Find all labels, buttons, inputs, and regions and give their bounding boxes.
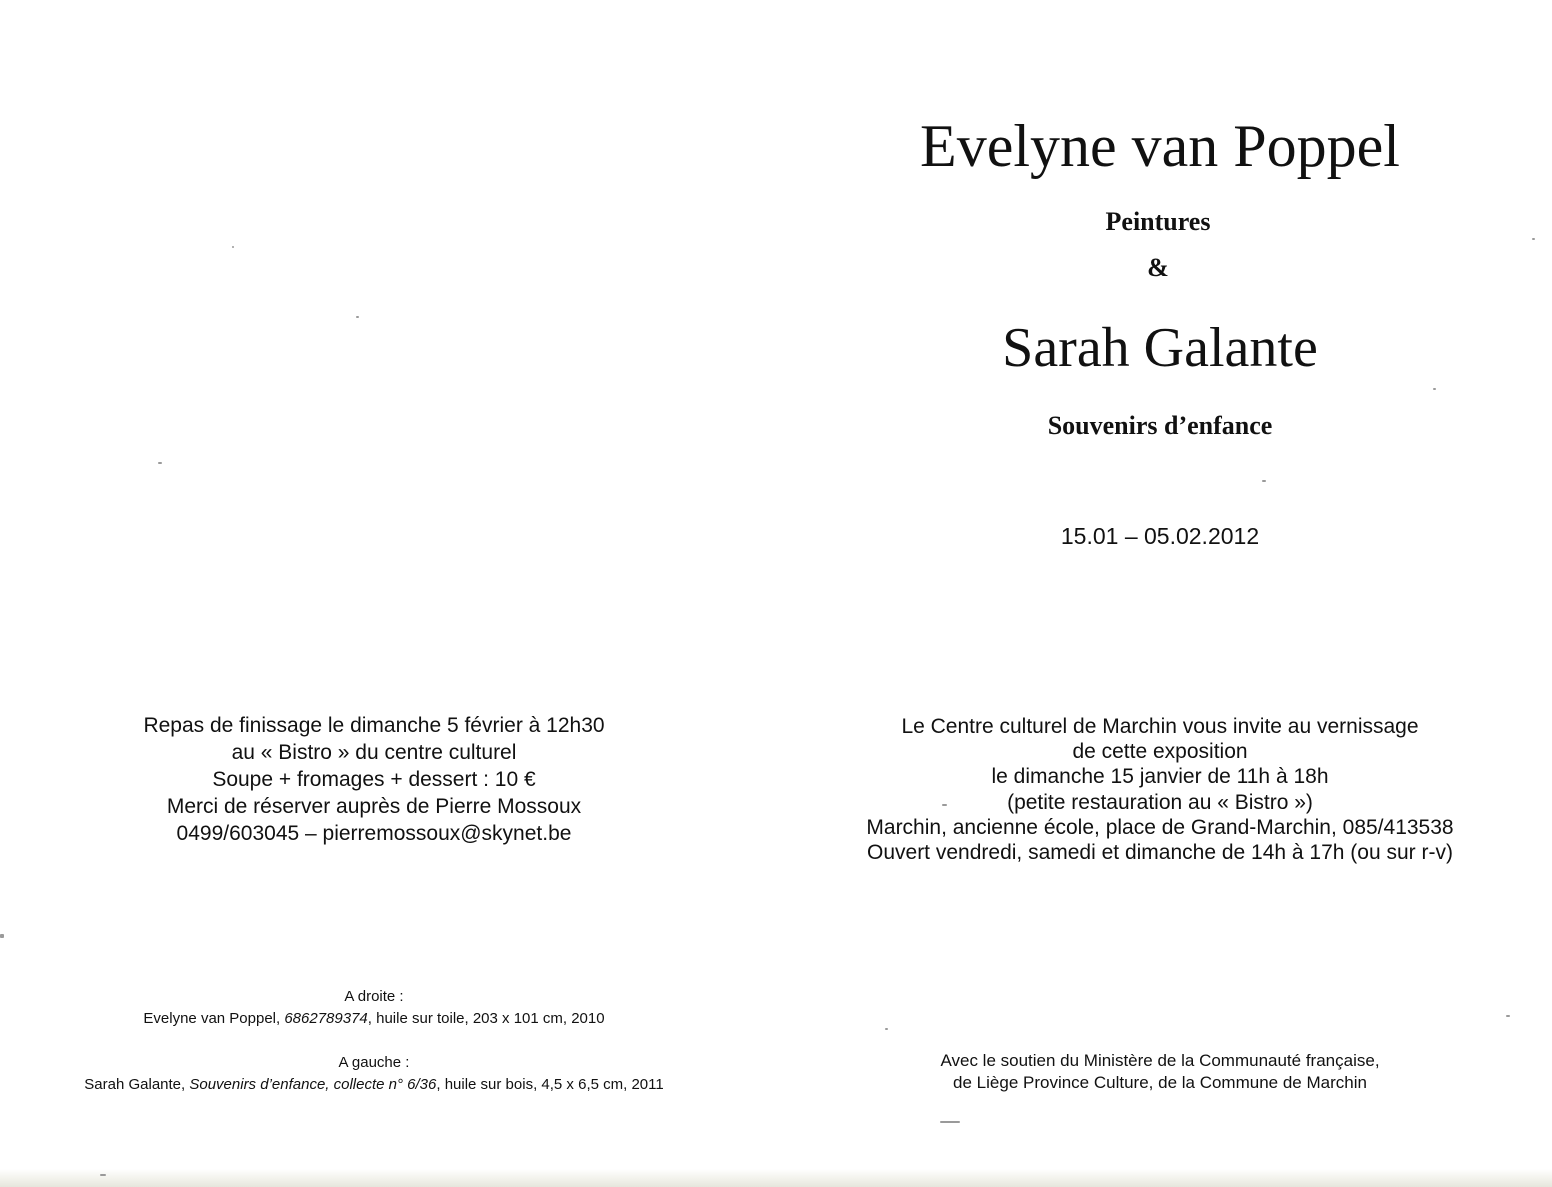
credit-line	[20, 1074, 728, 1096]
credit-left	[20, 1052, 728, 1096]
scan-speck	[1506, 1015, 1510, 1017]
meal-line: 0499/603045 – pierremossoux@skynet.be	[176, 822, 572, 845]
credit-title: Souvenirs d’enfance, collecte n° 6/36	[189, 1076, 437, 1093]
invitation-line: le dimanche 15 janvier de 11h à 18h	[991, 765, 1329, 789]
support-line: Avec le soutien du Ministère de la Communauté française,	[940, 1051, 1380, 1070]
scan-speck	[885, 1028, 888, 1030]
invitation-line: de cette exposition	[1072, 740, 1248, 764]
scan-speck	[940, 1121, 960, 1123]
invitation-line: Marchin, ancienne école, place de Grand-Marchin, 085/413538	[866, 815, 1454, 839]
credit-details: , huile sur bois, 4,5 x 6,5 cm, 2011	[436, 1076, 664, 1093]
support-line: de Liège Province Culture, de la Commune de Marchin	[953, 1073, 1367, 1092]
meal-line: Merci de réserver auprès de Pierre Mossoux	[166, 795, 582, 818]
credit-details: , huile sur toile, 203 x 101 cm, 2010	[367, 1010, 605, 1027]
credit-line	[20, 1008, 728, 1030]
artwork-credits	[20, 986, 728, 1096]
invitation-line: Ouvert vendredi, samedi et dimanche de 14h à 17h (ou sur r-v)	[867, 841, 1453, 865]
credit-title: 6862789374	[284, 1010, 368, 1027]
credit-right	[20, 986, 728, 1030]
credit-heading: A gauche :	[338, 1054, 410, 1071]
scan-speck	[1433, 388, 1436, 390]
credit-artist: Evelyne van Poppel,	[143, 1010, 285, 1027]
invitation-line: (petite restauration au « Bistro »)	[1007, 790, 1313, 814]
meal-line: Repas de finissage le dimanche 5 février à 12h30	[143, 714, 605, 737]
artist-1-name: Evelyne van Poppel	[920, 113, 1400, 179]
page-bottom-edge	[0, 1169, 1552, 1187]
subtitle-2: Souvenirs d’enfance	[1047, 411, 1273, 440]
meal-line: au « Bistro » du centre culturel	[231, 741, 517, 764]
artist-2-name: Sarah Galante	[1002, 317, 1318, 379]
exhibition-dates: 15.01 – 05.02.2012	[1060, 523, 1260, 549]
subtitle-1: Peintures	[1105, 207, 1211, 236]
scan-speck	[158, 462, 162, 464]
scan-speck	[356, 316, 359, 318]
invitation-block	[800, 714, 1520, 865]
credit-artist: Sarah Galante,	[84, 1076, 190, 1093]
finissage-meal-block	[60, 712, 688, 847]
scan-speck	[100, 1174, 106, 1176]
scan-speck	[0, 934, 4, 938]
credit-heading: A droite :	[344, 988, 404, 1005]
scan-speck	[1262, 480, 1266, 482]
ampersand: &	[1147, 253, 1169, 282]
support-block	[850, 1050, 1470, 1094]
scan-speck	[1532, 238, 1535, 240]
invitation-line: Le Centre culturel de Marchin vous invite au vernissage	[901, 715, 1419, 738]
meal-line: Soupe + fromages + dessert : 10 €	[212, 768, 536, 791]
scan-speck	[232, 246, 234, 248]
scan-speck	[942, 804, 947, 806]
